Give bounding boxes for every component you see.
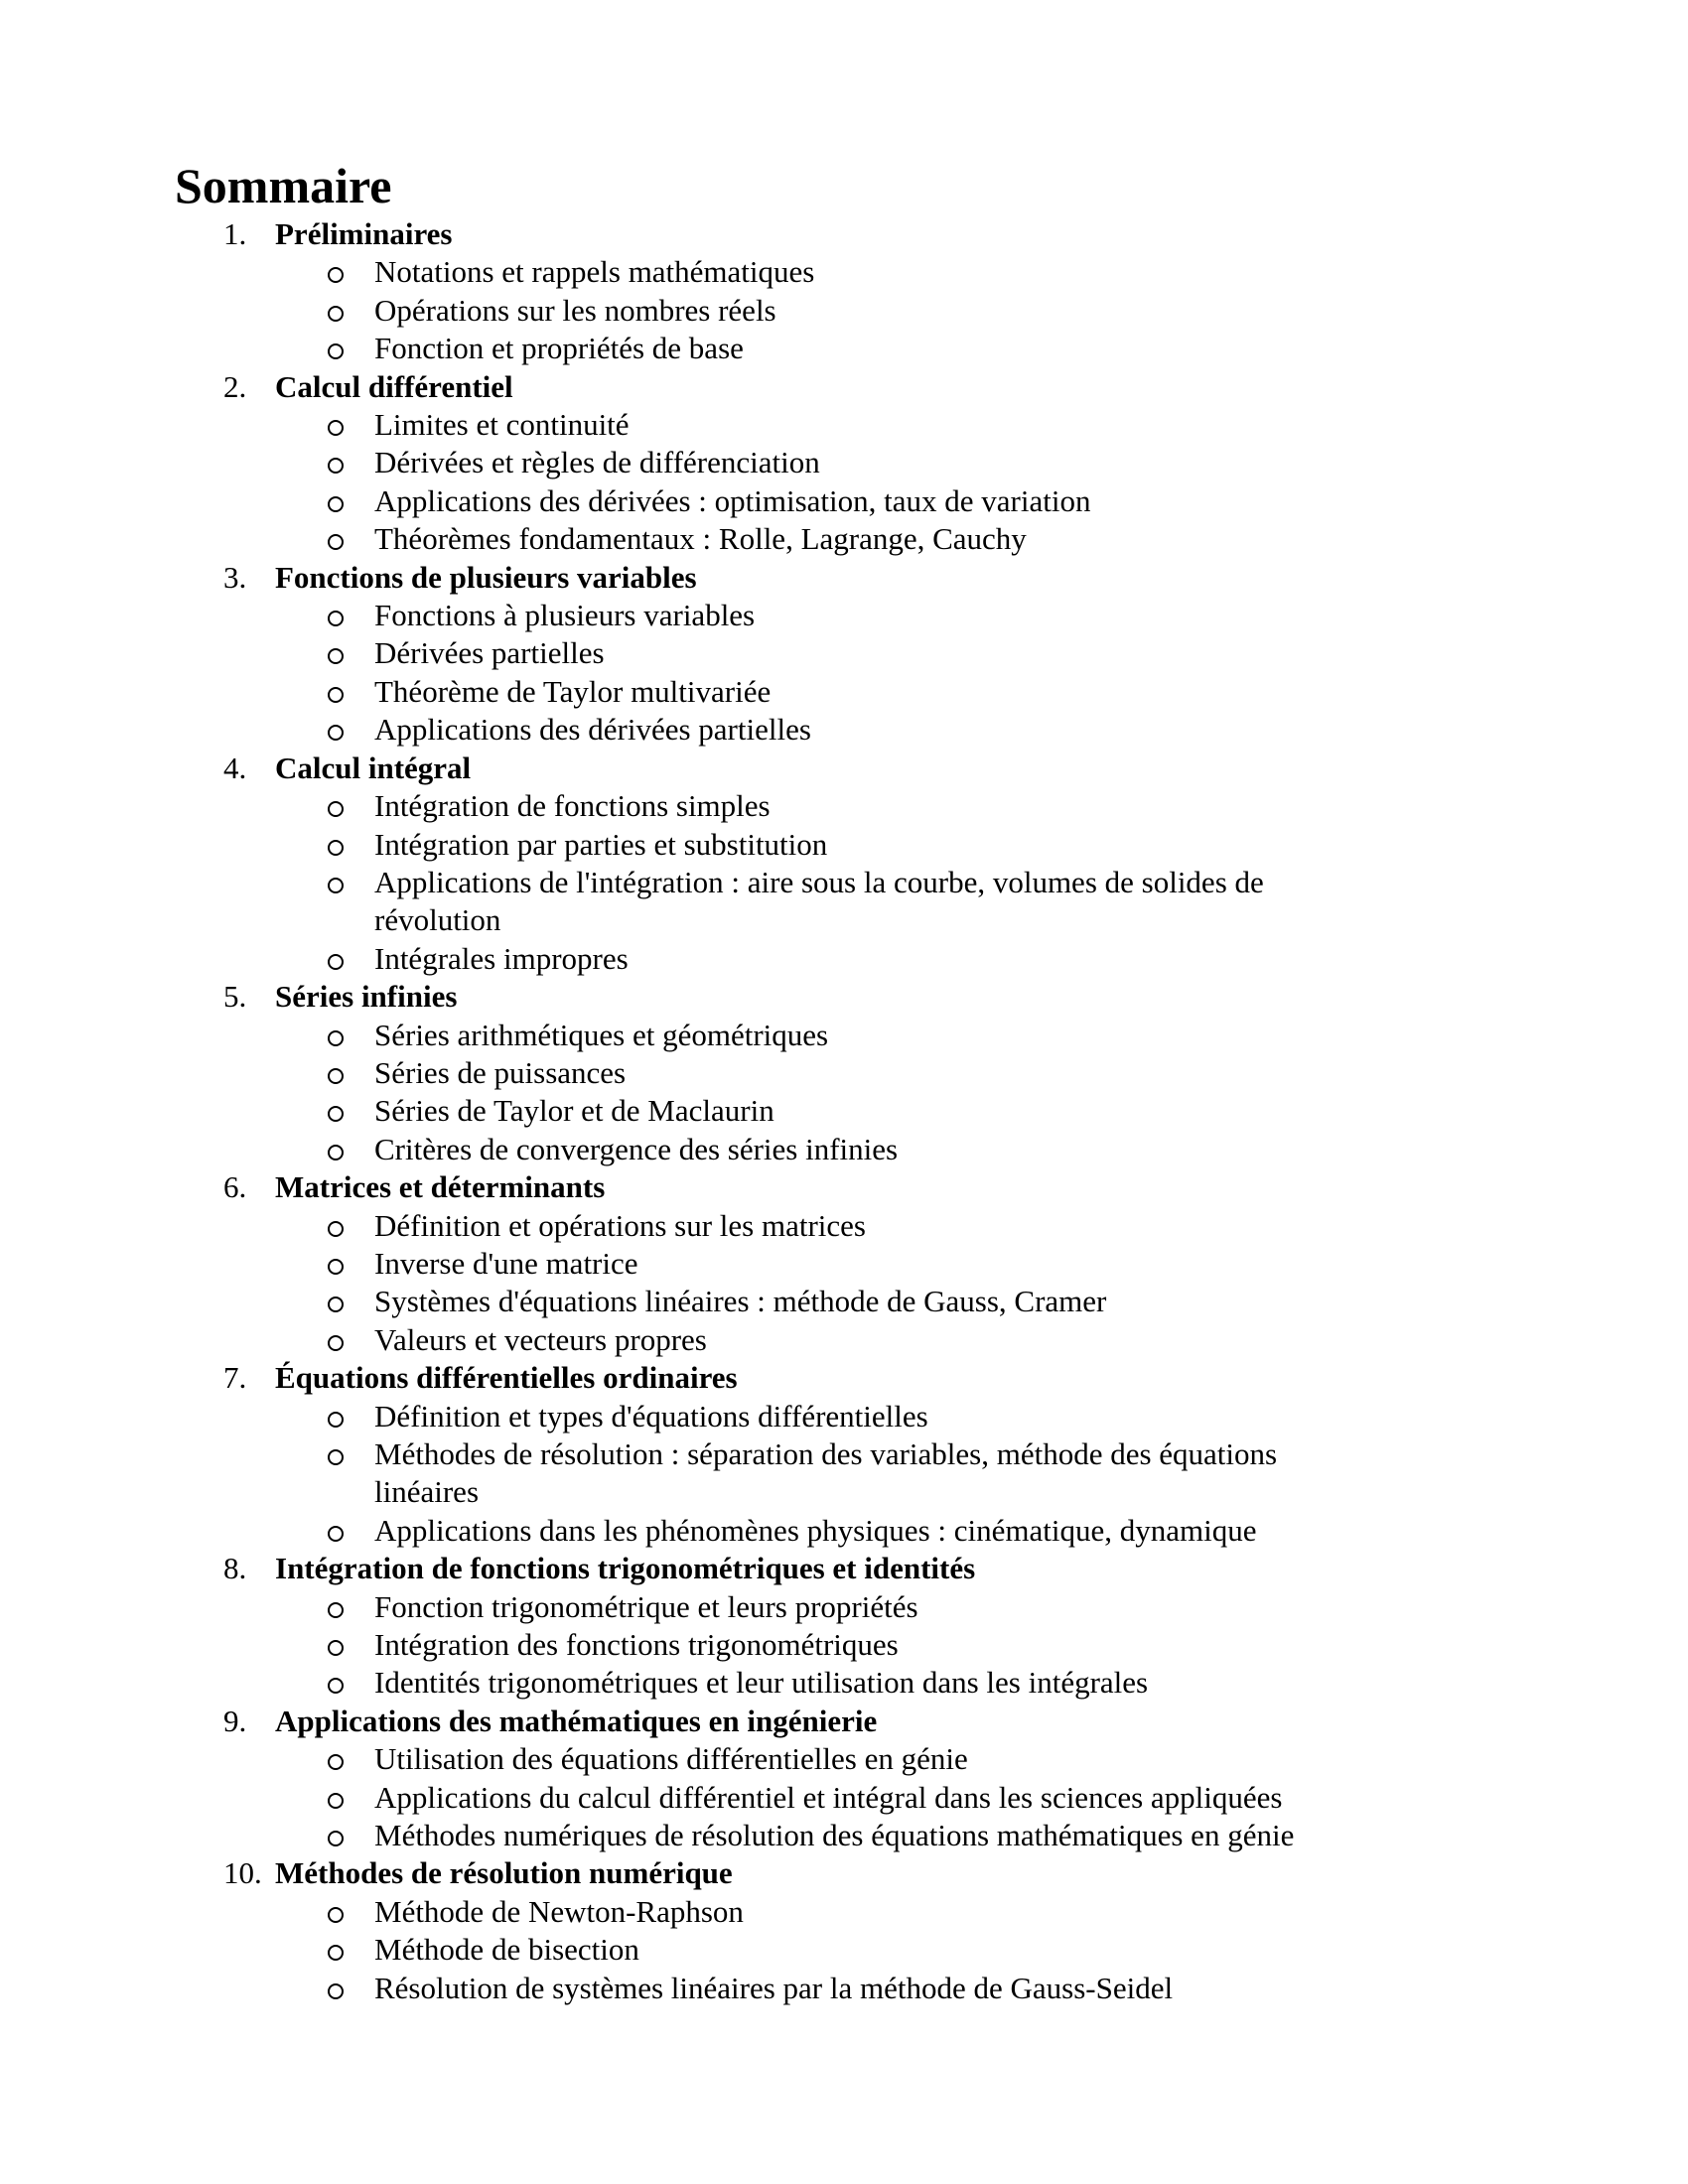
toc-subitem-line: Fonction et propriétés de base [374,331,744,366]
toc-subitem-text [374,406,630,444]
circle-bullet-icon [328,1145,344,1160]
toc-subitem-line: Notations et rappels mathématiques [374,254,815,290]
toc-section-title: Préliminaires [275,216,453,251]
toc-subitem [328,1740,1688,1778]
toc-subitem [328,1626,1688,1664]
toc-subitem-text [374,711,811,749]
toc-subitem [328,406,1688,444]
toc-section-title: Séries infinies [275,979,458,1015]
toc-subitem-line: Identités trigonométriques et leur utilisation dans les intégrales [374,1665,1149,1701]
circle-bullet-icon [328,611,344,626]
circle-bullet-icon [328,1030,344,1046]
toc-subitem-line: Définition et opérations sur les matrices [374,1207,867,1243]
toc-section-title: Calcul intégral [275,750,472,785]
toc-section-heading [223,978,1688,1016]
circle-bullet-icon [328,1068,344,1084]
toc-subitem [328,482,1688,520]
toc-subitem-line: révolution [374,902,501,938]
toc-subitem-line: Méthodes numériques de résolution des équations mathématiques en génie [374,1818,1295,1853]
toc-subitem [328,1779,1688,1817]
toc-subitem [328,1893,1688,1931]
toc-subitem-text [374,330,744,367]
toc-subitem [328,634,1688,672]
toc-subitem [328,940,1688,978]
page-title: Sommaire [175,157,392,213]
toc-subitem [328,1664,1688,1702]
circle-bullet-icon [328,306,344,322]
toc-subitem [328,864,1688,940]
circle-bullet-icon [328,1945,344,1961]
toc-subitem-line: Applications dans les phénomènes physiques : cinématique, dynamique [374,1512,1257,1548]
toc-subitem-line: Intégrales impropres [374,940,629,976]
toc-subitem [328,1283,1688,1320]
toc-subitem-text [374,1283,1106,1320]
toc-subitem-text [374,864,1264,940]
toc-subitem-text [374,1131,898,1168]
toc-subitem-text [374,1207,866,1245]
toc-subitem-line: Méthode de Newton-Raphson [374,1893,744,1929]
toc-section-number: 9. [223,1703,247,1738]
toc-section-title: Calcul différentiel [275,368,513,404]
toc-subitem-line: Systèmes d'équations linéaires : méthode de Gauss, Cramer [374,1284,1107,1319]
toc-subitem-line: Intégration des fonctions trigonométriques [374,1627,899,1663]
toc-subitem [328,253,1688,291]
toc-section-number: 6. [223,1169,247,1205]
toc-section-heading [223,1168,1688,1206]
toc-section-heading [223,750,1688,787]
toc-subitem-line: Théorèmes fondamentaux : Rolle, Lagrange, Cauchy [374,521,1027,557]
toc-section-heading [223,368,1688,406]
circle-bullet-icon [328,1221,344,1237]
toc-subitem-text [374,673,771,711]
circle-bullet-icon [328,1831,344,1846]
toc-section-heading [223,559,1688,597]
toc-subitem-line: Opérations sur les nombres réels [374,292,776,328]
toc-section-heading [223,1854,1688,1892]
toc-subitem-text [374,1245,638,1283]
toc-section-heading [223,1550,1688,1587]
circle-bullet-icon [328,648,344,664]
toc-subitem-text [374,1779,1282,1817]
circle-bullet-icon [328,1754,344,1770]
toc-section-number: 7. [223,1360,247,1396]
toc-subitem [328,1931,1688,1969]
toc-subitem-text [374,1321,707,1359]
toc-subitem-line: Méthodes de résolution : séparation des variables, méthode des équations [374,1436,1278,1471]
toc-subitem-text [374,1893,744,1931]
circle-bullet-icon [328,1449,344,1465]
circle-bullet-icon [328,1297,344,1312]
toc-section-number: 1. [223,216,247,251]
circle-bullet-icon [328,1602,344,1618]
circle-bullet-icon [328,954,344,970]
toc-subitem [328,1588,1688,1626]
toc-subitem [328,1131,1688,1168]
toc-subitem-text [374,787,771,825]
toc-subitem-text [374,1931,639,1969]
toc-subitem-text [374,1626,899,1664]
toc-subitem-text [374,1017,828,1054]
toc-subitem-line: Séries de puissances [374,1054,627,1090]
circle-bullet-icon [328,1259,344,1275]
toc-section-number: 5. [223,979,247,1015]
toc-subitem-text [374,292,776,330]
toc-subitem-line: Limites et continuité [374,407,630,443]
toc-subitem-line: Intégration de fonctions simples [374,788,771,824]
circle-bullet-icon [328,1106,344,1122]
toc-subitem [328,673,1688,711]
circle-bullet-icon [328,1412,344,1428]
toc-subitem-text [374,826,827,864]
toc-subitem [328,444,1688,481]
toc-subitem-text [374,1740,968,1778]
toc-subitem-line: Dérivées et règles de différenciation [374,445,820,480]
toc-subitem-text [374,1092,774,1130]
toc-subitem-line: Dérivées partielles [374,635,605,671]
toc-subitem-text [374,1398,928,1435]
toc-subitem [328,1321,1688,1359]
toc-subitem [328,1092,1688,1130]
toc-subitem-text [374,253,814,291]
toc-subitem-text [374,482,1090,520]
toc-subitem [328,330,1688,367]
toc-subitem-line: Utilisation des équations différentielles en génie [374,1741,968,1777]
toc-subitem-line: linéaires [374,1474,480,1510]
toc-subitem [328,1970,1688,2007]
toc-subitem-text [374,1512,1256,1550]
toc-subitem [328,1054,1688,1092]
circle-bullet-icon [328,420,344,436]
toc-subitem-line: Fonction trigonométrique et leurs propriétés [374,1588,918,1624]
toc-subitem-line: Théorème de Taylor multivariée [374,673,772,709]
toc-subitem [328,711,1688,749]
circle-bullet-icon [328,687,344,703]
toc-subitem-text [374,1588,918,1626]
toc-subitem-line: Critères de convergence des séries infinies [374,1131,899,1166]
toc-subitem-text [374,1664,1148,1702]
circle-bullet-icon [328,840,344,856]
toc-section-title: Matrices et déterminants [275,1169,606,1205]
toc-subitem [328,787,1688,825]
toc-subitem-text [374,1054,626,1092]
toc-subitem [328,826,1688,864]
toc-section-title: Applications des mathématiques en ingénierie [275,1703,878,1738]
circle-bullet-icon [328,878,344,893]
toc-subitem [328,1017,1688,1054]
toc-subitem-text [374,444,820,481]
circle-bullet-icon [328,801,344,817]
toc-subitem [328,1512,1688,1550]
circle-bullet-icon [328,1907,344,1923]
toc-subitem [328,1207,1688,1245]
toc-subitem-line: Applications de l'intégration : aire sous la courbe, volumes de solides de [374,864,1264,899]
toc-subitem-text [374,520,1027,558]
toc-subitem [328,1398,1688,1435]
toc-subitem-line: Applications du calcul différentiel et intégral dans les sciences appliquées [374,1779,1283,1815]
toc-section-number: 10. [223,1855,262,1891]
toc-subitem-line: Inverse d'une matrice [374,1245,638,1281]
circle-bullet-icon [328,1526,344,1542]
circle-bullet-icon [328,725,344,741]
circle-bullet-icon [328,1335,344,1351]
toc-subitem-text [374,597,755,634]
circle-bullet-icon [328,1678,344,1694]
toc-subitem-line: Séries arithmétiques et géométriques [374,1017,829,1052]
circle-bullet-icon [328,343,344,359]
toc-section-heading [223,1359,1688,1397]
toc-subitem-line: Résolution de systèmes linéaires par la méthode de Gauss-Seidel [374,1970,1174,2005]
toc-section-title: Méthodes de résolution numérique [275,1855,733,1891]
toc-subitem-text [374,1970,1173,2007]
toc-section-number: 8. [223,1551,247,1586]
circle-bullet-icon [328,496,344,512]
toc-section-heading [223,1703,1688,1740]
toc-subitem-line: Applications des dérivées partielles [374,712,811,748]
toc-subitem-line: Fonctions à plusieurs variables [374,598,756,633]
toc-section-heading [223,215,1688,253]
toc-subitem [328,597,1688,634]
toc-section-title: Intégration de fonctions trigonométriques et identités [275,1551,976,1586]
toc-subitem-line: Intégration par parties et substitution [374,826,828,862]
toc-subitem-text [374,940,629,978]
circle-bullet-icon [328,534,344,550]
toc-subitem-text [374,1435,1277,1512]
toc-section-title: Fonctions de plusieurs variables [275,559,697,595]
toc-subitem [328,292,1688,330]
toc-section-number: 4. [223,750,247,785]
toc-subitem-line: Définition et types d'équations différentielles [374,1398,928,1433]
toc-subitem-line: Valeurs et vecteurs propres [374,1321,707,1357]
toc-subitem [328,1435,1688,1512]
toc-subitem-text [374,634,605,672]
toc-subitem-text [374,1817,1294,1854]
toc-subitem-line: Séries de Taylor et de Maclaurin [374,1093,774,1129]
toc-section-number: 3. [223,559,247,595]
toc-subitem [328,1817,1688,1854]
toc-subitem [328,1245,1688,1283]
toc-subitem-line: Méthode de bisection [374,1932,639,1968]
circle-bullet-icon [328,1793,344,1809]
circle-bullet-icon [328,267,344,283]
circle-bullet-icon [328,1983,344,1999]
circle-bullet-icon [328,458,344,474]
circle-bullet-icon [328,1640,344,1656]
toc-subitem-line: Applications des dérivées : optimisation, taux de variation [374,482,1091,518]
toc-list [0,215,1688,2007]
toc-subitem [328,520,1688,558]
toc-section-number: 2. [223,368,247,404]
toc-section-title: Équations différentielles ordinaires [275,1360,738,1396]
